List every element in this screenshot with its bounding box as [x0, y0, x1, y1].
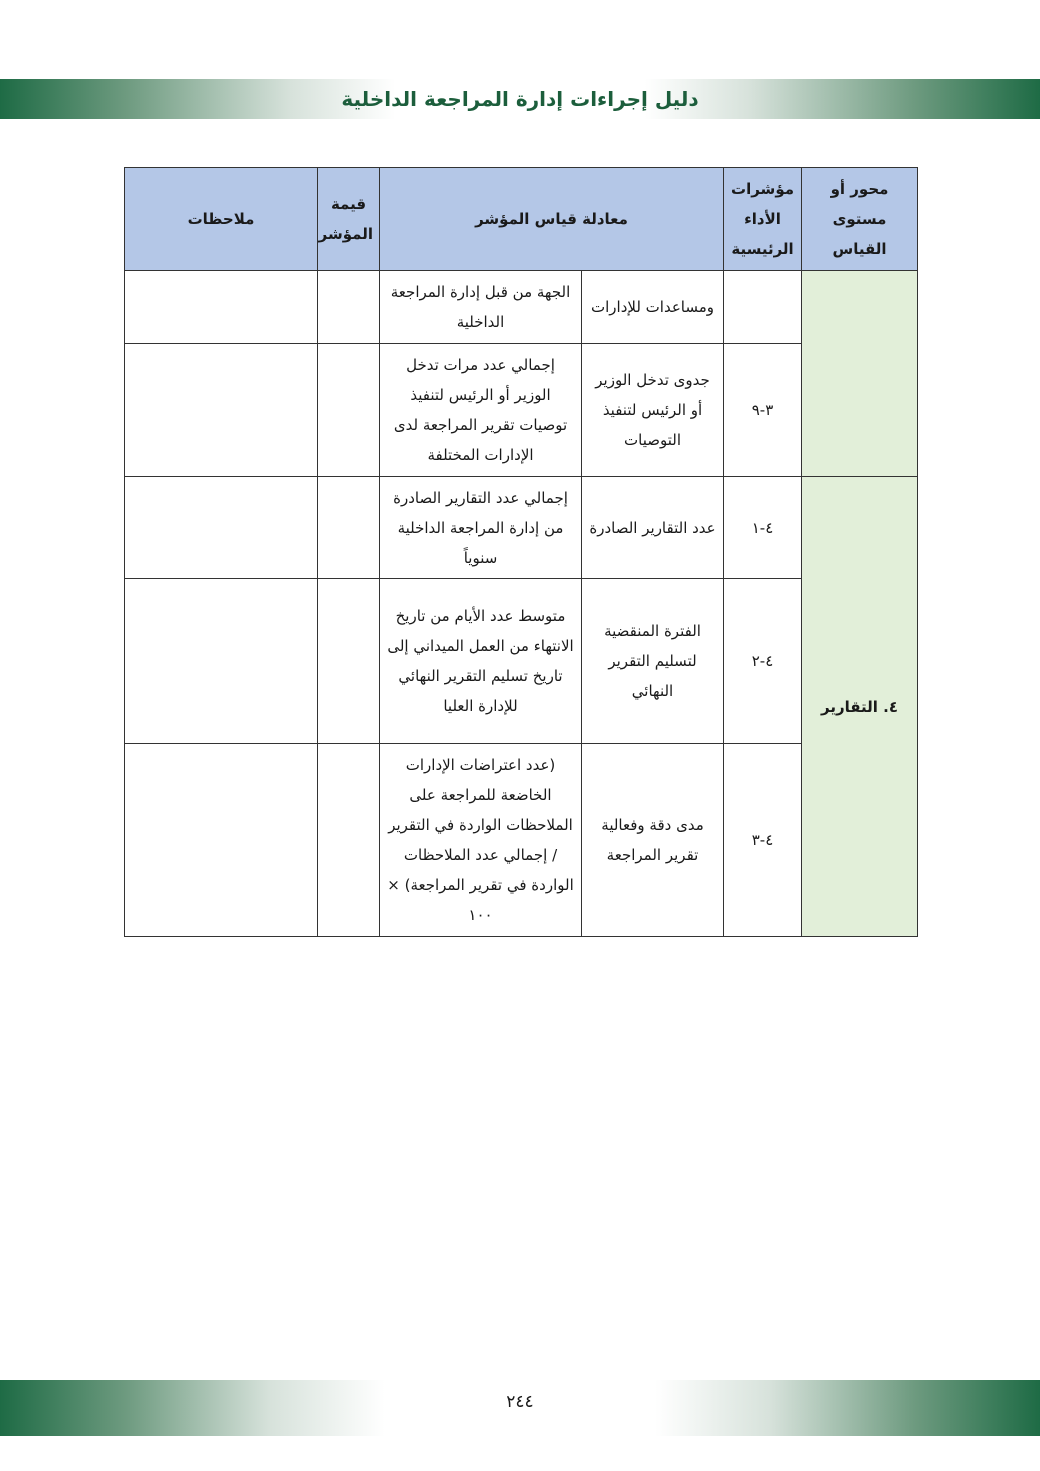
axis-cell-continued: [802, 271, 918, 477]
header-notes: ملاحظات: [125, 168, 318, 271]
formula-text: (عدد اعتراضات الإدارات الخاضعة للمراجعة على الملاحظات الواردة في التقرير / إجمالي عدد الملاحظات الواردة في تقرير المراجعة) × ١٠٠: [380, 744, 582, 937]
axis-cell-reports: ٤. التقارير: [802, 477, 918, 937]
table-row: [125, 344, 918, 477]
page-number: ٢٤٤: [506, 1392, 534, 1412]
indicator-name: الفترة المنقضية لتسليم التقرير النهائي: [582, 579, 724, 744]
formula-text: الجهة من قبل إدارة المراجعة الداخلية: [380, 271, 582, 344]
indicator-name: عدد التقارير الصادرة: [582, 477, 724, 579]
header-formula: معادلة قياس المؤشر: [380, 168, 724, 271]
kpi-number: ٤-٢: [724, 579, 802, 744]
table-row: [125, 744, 918, 937]
table-header-row: [125, 168, 918, 271]
table-row: [125, 477, 918, 579]
header-kpi: مؤشرات الأداء الرئيسية: [724, 168, 802, 271]
page-title: دليل إجراءات إدارة المراجعة الداخلية: [341, 87, 699, 111]
indicator-name: ومساعدات للإدارات: [582, 271, 724, 344]
indicator-value: [318, 744, 380, 937]
indicator-name: مدى دقة وفعالية تقرير المراجعة: [582, 744, 724, 937]
header-axis: محور أو مستوى القياس: [802, 168, 918, 271]
indicator-value: [318, 271, 380, 344]
indicator-value: [318, 579, 380, 744]
table-row: [125, 579, 918, 744]
formula-text: متوسط عدد الأيام من تاريخ الانتهاء من العمل الميداني إلى تاريخ تسليم التقرير النهائي للإدارة العليا: [380, 579, 582, 744]
notes-cell: [125, 477, 318, 579]
notes-cell: [125, 744, 318, 937]
kpi-number: ٣-٩: [724, 344, 802, 477]
kpi-number: ٤-١: [724, 477, 802, 579]
formula-text: إجمالي عدد التقارير الصادرة من إدارة المراجعة الداخلية سنوياً: [380, 477, 582, 579]
kpi-number: [724, 271, 802, 344]
notes-cell: [125, 271, 318, 344]
indicator-value: [318, 477, 380, 579]
kpi-table: [124, 167, 918, 937]
formula-text: إجمالي عدد مرات تدخل الوزير أو الرئيس لتنفيذ توصيات تقرير المراجعة لدى الإدارات المختلفة: [380, 344, 582, 477]
notes-cell: [125, 344, 318, 477]
indicator-value: [318, 344, 380, 477]
notes-cell: [125, 579, 318, 744]
kpi-number: ٤-٣: [724, 744, 802, 937]
header-value: قيمة المؤشر: [318, 168, 380, 271]
table-row: [125, 271, 918, 344]
indicator-name: جدوى تدخل الوزير أو الرئيس لتنفيذ التوصيات: [582, 344, 724, 477]
